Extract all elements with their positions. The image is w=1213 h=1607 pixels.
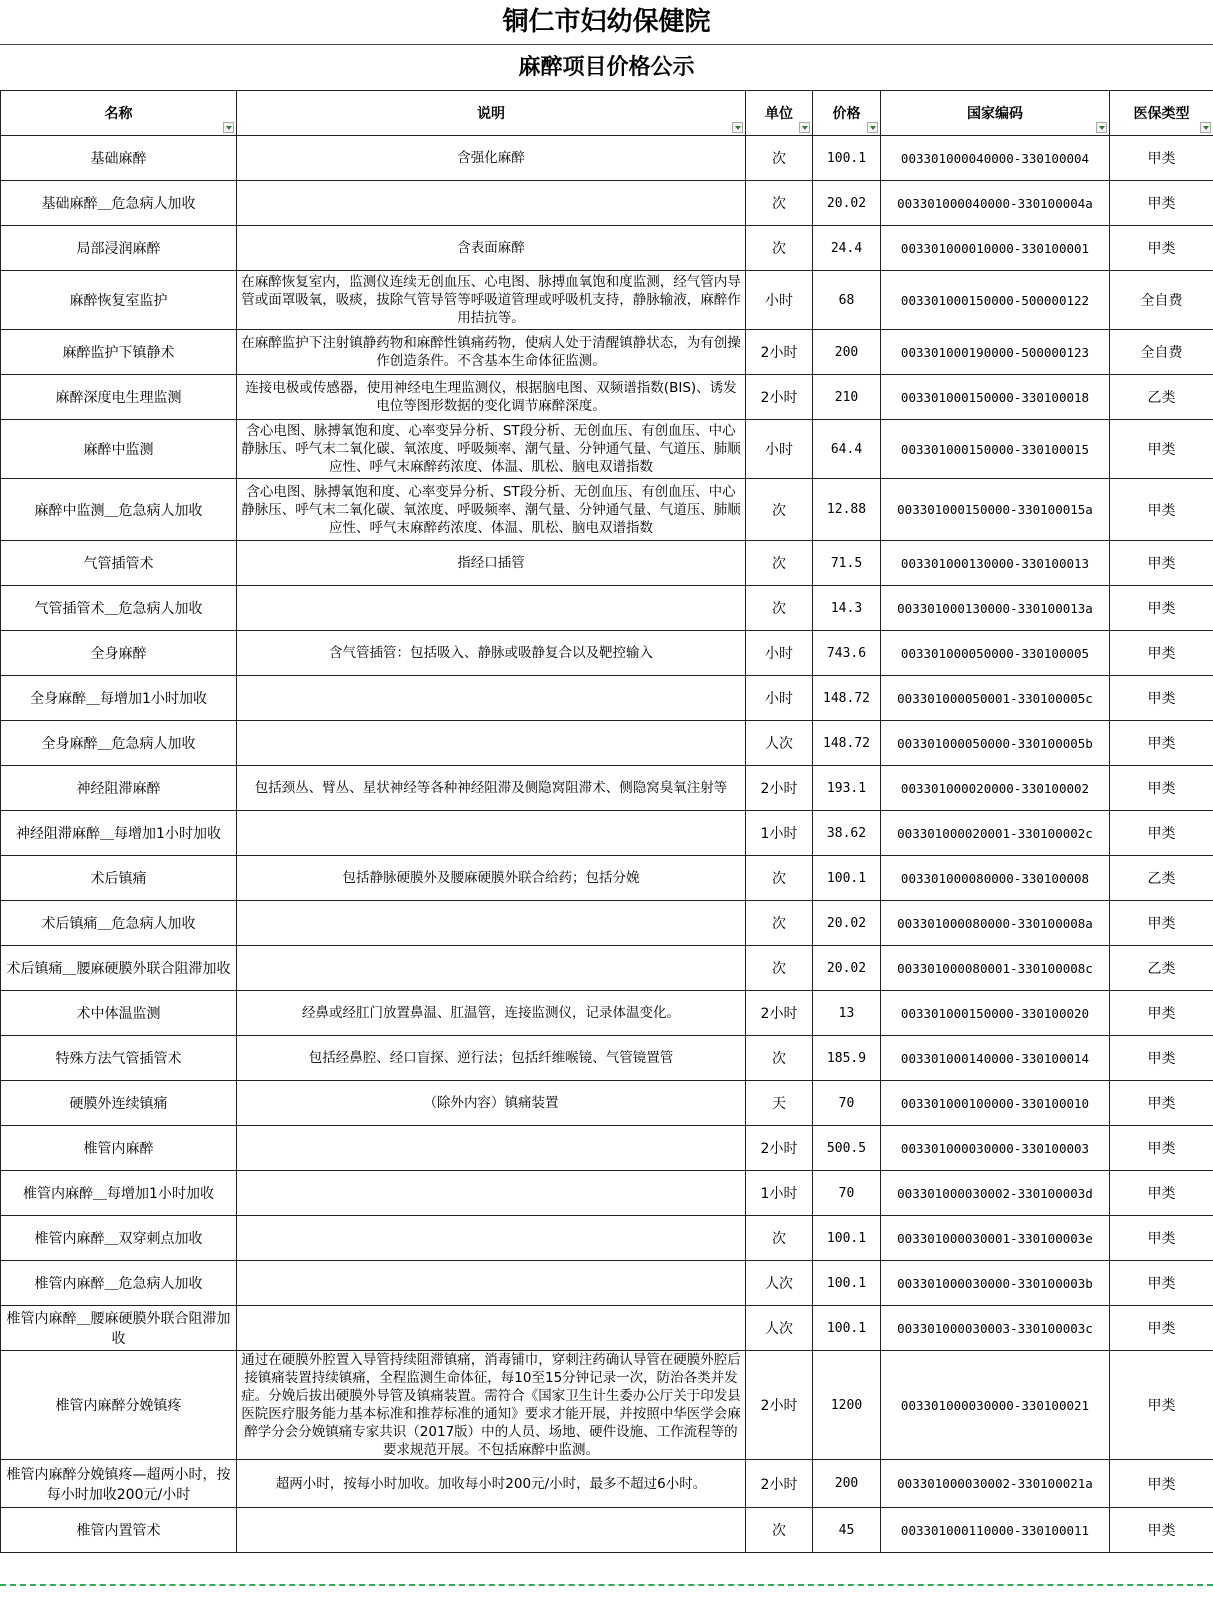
cell-national-code: 003301000080000-330100008 (881, 856, 1110, 901)
filter-dropdown-icon[interactable] (799, 122, 810, 133)
cell-insurance-type: 乙类 (1110, 375, 1213, 420)
cell-unit: 2小时 (746, 991, 813, 1036)
cell-unit: 小时 (746, 271, 813, 330)
cell-description: 超两小时，按每小时加收。加收每小时200元/小时，最多不超过6小时。 (237, 1460, 746, 1508)
cell-price: 68 (813, 271, 881, 330)
cell-unit: 人次 (746, 1261, 813, 1306)
cell-name: 椎管内置管术 (1, 1508, 237, 1553)
table-row (1, 946, 1213, 991)
table-row (1, 1081, 1213, 1126)
cell-insurance-type: 全自费 (1110, 330, 1213, 375)
cell-national-code: 003301000030000-330100003 (881, 1126, 1110, 1171)
page-subtitle: 麻醉项目价格公示 (518, 55, 695, 80)
cell-unit: 小时 (746, 631, 813, 676)
table-row (1, 1306, 1213, 1351)
cell-price: 743.6 (813, 631, 881, 676)
cell-national-code: 003301000050001-330100005c (881, 676, 1110, 721)
cell-description: 连接电极或传感器，使用神经电生理监测仪，根据脑电图、双频谱指数(BIS)、诱发电位等图形数据的变化调节麻醉深度。 (237, 375, 746, 420)
header-national-code: 国家编码 (881, 91, 1110, 136)
cell-unit: 次 (746, 856, 813, 901)
cell-unit: 2小时 (746, 375, 813, 420)
cell-description (237, 1171, 746, 1216)
cell-price: 14.3 (813, 586, 881, 631)
cell-name: 气管插管术 (1, 541, 237, 586)
header-unit: 单位 (746, 91, 813, 136)
cell-unit: 2小时 (746, 1126, 813, 1171)
header-price: 价格 (813, 91, 881, 136)
cell-national-code: 003301000080001-330100008c (881, 946, 1110, 991)
cell-description: 经鼻或经肛门放置鼻温、肛温管，连接监测仪，记录体温变化。 (237, 991, 746, 1036)
cell-name: 全身麻醉＿危急病人加收 (1, 721, 237, 766)
table-row (1, 375, 1213, 420)
table-row (1, 226, 1213, 271)
cell-name: 术后镇痛 (1, 856, 237, 901)
cell-insurance-type: 甲类 (1110, 1261, 1213, 1306)
cell-insurance-type: 甲类 (1110, 901, 1213, 946)
filter-dropdown-icon[interactable] (1096, 122, 1107, 133)
cell-unit: 次 (746, 1036, 813, 1081)
cell-unit: 人次 (746, 721, 813, 766)
cell-price: 24.4 (813, 226, 881, 271)
cell-name: 基础麻醉＿危急病人加收 (1, 181, 237, 226)
table-row (1, 766, 1213, 811)
cell-name: 术后镇痛＿腰麻硬膜外联合阻滞加收 (1, 946, 237, 991)
price-table (0, 90, 1213, 1553)
cell-insurance-type: 甲类 (1110, 541, 1213, 586)
cell-unit: 次 (746, 586, 813, 631)
cell-description: 含心电图、脉搏氧饱和度、心率变异分析、ST段分析、无创血压、有创血压、中心静脉压、呼气末二氧化碳、氧浓度、呼吸频率、潮气量、分钟通气量、气道压、肺顺应性、呼气末麻醉药浓度、体温、肌松、脑电双谱指数 (237, 420, 746, 479)
cell-national-code: 003301000030003-330100003c (881, 1306, 1110, 1351)
cell-insurance-type: 甲类 (1110, 1081, 1213, 1126)
cell-price: 193.1 (813, 766, 881, 811)
cell-price: 200 (813, 1460, 881, 1508)
cell-price: 500.5 (813, 1126, 881, 1171)
cell-insurance-type: 甲类 (1110, 586, 1213, 631)
cell-unit: 天 (746, 1081, 813, 1126)
cell-name: 麻醉恢复室监护 (1, 271, 237, 330)
cell-unit: 小时 (746, 420, 813, 479)
cell-national-code: 003301000030000-330100003b (881, 1261, 1110, 1306)
cell-national-code: 003301000110000-330100011 (881, 1508, 1110, 1553)
cell-price: 100.1 (813, 856, 881, 901)
cell-insurance-type: 甲类 (1110, 420, 1213, 479)
cell-unit: 次 (746, 226, 813, 271)
cell-name: 全身麻醉 (1, 631, 237, 676)
table-row (1, 1508, 1213, 1553)
cell-price: 64.4 (813, 420, 881, 479)
cell-insurance-type: 甲类 (1110, 991, 1213, 1036)
cell-description: 含心电图、脉搏氧饱和度、心率变异分析、ST段分析、无创血压、有创血压、中心静脉压、呼气末二氧化碳、氧浓度、呼吸频率、潮气量、分钟通气量、气道压、肺顺应性、呼气末麻醉药浓度、体温、肌松、脑电双谱指数 (237, 479, 746, 541)
cell-price: 20.02 (813, 901, 881, 946)
cell-name: 椎管内麻醉 (1, 1126, 237, 1171)
cell-name: 麻醉中监测＿危急病人加收 (1, 479, 237, 541)
header-insurance-type: 医保类型 (1110, 91, 1213, 136)
cell-insurance-type: 甲类 (1110, 1171, 1213, 1216)
table-row (1, 1216, 1213, 1261)
cell-unit: 次 (746, 541, 813, 586)
cell-unit: 2小时 (746, 1351, 813, 1460)
table-row (1, 721, 1213, 766)
cell-name: 硬膜外连续镇痛 (1, 1081, 237, 1126)
cell-price: 20.02 (813, 181, 881, 226)
cell-description: 含气管插管：包括吸入、静脉或吸静复合以及靶控输入 (237, 631, 746, 676)
cell-price: 100.1 (813, 1216, 881, 1261)
table-row (1, 271, 1213, 330)
cell-insurance-type: 甲类 (1110, 181, 1213, 226)
cell-insurance-type: 甲类 (1110, 721, 1213, 766)
cell-insurance-type: 甲类 (1110, 1216, 1213, 1261)
cell-name: 椎管内麻醉＿双穿刺点加收 (1, 1216, 237, 1261)
cell-name: 基础麻醉 (1, 136, 237, 181)
cell-name: 麻醉监护下镇静术 (1, 330, 237, 375)
cell-description (237, 901, 746, 946)
cell-name: 椎管内麻醉＿每增加1小时加收 (1, 1171, 237, 1216)
table-row (1, 1126, 1213, 1171)
cell-description: （除外内容）镇痛装置 (237, 1081, 746, 1126)
cell-price: 100.1 (813, 136, 881, 181)
cell-unit: 次 (746, 946, 813, 991)
cell-price: 13 (813, 991, 881, 1036)
cell-price: 70 (813, 1171, 881, 1216)
cell-description (237, 721, 746, 766)
cell-unit: 1小时 (746, 1171, 813, 1216)
cell-name: 术后镇痛＿危急病人加收 (1, 901, 237, 946)
cell-name: 椎管内麻醉分娩镇疼—超两小时，按每小时加收200元/小时 (1, 1460, 237, 1508)
header-name: 名称 (1, 91, 237, 136)
cell-national-code: 003301000050000-330100005 (881, 631, 1110, 676)
cell-name: 椎管内麻醉分娩镇疼 (1, 1351, 237, 1460)
cell-description: 包括经鼻腔、经口盲探、逆行法；包括纤维喉镜、气管镜置管 (237, 1036, 746, 1081)
cell-price: 38.62 (813, 811, 881, 856)
cell-insurance-type: 甲类 (1110, 811, 1213, 856)
cell-price: 200 (813, 330, 881, 375)
cell-price: 20.02 (813, 946, 881, 991)
table-row (1, 479, 1213, 541)
table-row (1, 136, 1213, 181)
cell-price: 210 (813, 375, 881, 420)
cell-national-code: 003301000030000-330100021 (881, 1351, 1110, 1460)
table-row (1, 1351, 1213, 1460)
cell-insurance-type: 甲类 (1110, 226, 1213, 271)
cell-name: 椎管内麻醉＿危急病人加收 (1, 1261, 237, 1306)
cell-insurance-type: 全自费 (1110, 271, 1213, 330)
cell-unit: 次 (746, 479, 813, 541)
cell-description: 包括颈丛、臂丛、星状神经等各种神经阻滞及侧隐窝阻滞术、侧隐窝臭氧注射等 (237, 766, 746, 811)
cell-name: 麻醉深度电生理监测 (1, 375, 237, 420)
cell-description (237, 586, 746, 631)
cell-national-code: 003301000040000-330100004 (881, 136, 1110, 181)
cell-name: 气管插管术＿危急病人加收 (1, 586, 237, 631)
cell-name: 术中体温监测 (1, 991, 237, 1036)
cell-national-code: 003301000030001-330100003e (881, 1216, 1110, 1261)
cell-insurance-type: 甲类 (1110, 766, 1213, 811)
cell-national-code: 003301000080000-330100008a (881, 901, 1110, 946)
cell-price: 100.1 (813, 1306, 881, 1351)
cell-unit: 小时 (746, 676, 813, 721)
cell-description: 包括静脉硬膜外及腰麻硬膜外联合给药；包括分娩 (237, 856, 746, 901)
cell-description (237, 1126, 746, 1171)
table-row (1, 1171, 1213, 1216)
cell-unit: 次 (746, 181, 813, 226)
cell-name: 局部浸润麻醉 (1, 226, 237, 271)
cell-insurance-type: 甲类 (1110, 1351, 1213, 1460)
filter-dropdown-icon[interactable] (1200, 122, 1211, 133)
cell-national-code: 003301000020000-330100002 (881, 766, 1110, 811)
cell-name: 神经阻滞麻醉＿每增加1小时加收 (1, 811, 237, 856)
cell-insurance-type: 甲类 (1110, 479, 1213, 541)
cell-description: 含强化麻醉 (237, 136, 746, 181)
cell-price: 71.5 (813, 541, 881, 586)
cell-unit: 次 (746, 901, 813, 946)
cell-price: 12.88 (813, 479, 881, 541)
cell-description (237, 1261, 746, 1306)
cell-unit: 次 (746, 136, 813, 181)
cell-unit: 人次 (746, 1306, 813, 1351)
cell-description: 指经口插管 (237, 541, 746, 586)
cell-insurance-type: 甲类 (1110, 631, 1213, 676)
cell-description (237, 1508, 746, 1553)
cell-national-code: 003301000150000-330100015a (881, 479, 1110, 541)
cell-description (237, 181, 746, 226)
cell-insurance-type: 甲类 (1110, 136, 1213, 181)
table-row (1, 586, 1213, 631)
cell-national-code: 003301000140000-330100014 (881, 1036, 1110, 1081)
cell-price: 148.72 (813, 676, 881, 721)
cell-national-code: 003301000130000-330100013 (881, 541, 1110, 586)
cell-unit: 次 (746, 1508, 813, 1553)
filter-dropdown-icon[interactable] (223, 122, 234, 133)
filter-dropdown-icon[interactable] (867, 122, 878, 133)
cell-description: 在麻醉恢复室内，监测仪连续无创血压、心电图、脉搏血氧饱和度监测，经气管内导管或面罩吸氧，吸痰，拔除气管导管等呼吸道管理或呼吸机支持，静脉输液，麻醉作用拮抗等。 (237, 271, 746, 330)
cell-unit: 次 (746, 1216, 813, 1261)
cell-insurance-type: 乙类 (1110, 946, 1213, 991)
cell-description: 含表面麻醉 (237, 226, 746, 271)
table-row (1, 811, 1213, 856)
hospital-title: 铜仁市妇幼保健院 (502, 7, 711, 37)
cell-price: 100.1 (813, 1261, 881, 1306)
table-row (1, 420, 1213, 479)
cell-national-code: 003301000190000-500000123 (881, 330, 1110, 375)
cell-insurance-type: 乙类 (1110, 856, 1213, 901)
cell-description (237, 1306, 746, 1351)
cell-national-code: 003301000150000-330100020 (881, 991, 1110, 1036)
table-row (1, 1460, 1213, 1508)
cell-national-code: 003301000050000-330100005b (881, 721, 1110, 766)
cell-description (237, 811, 746, 856)
table-row (1, 330, 1213, 375)
cell-description: 通过在硬膜外腔置入导管持续阻滞镇痛，消毒铺巾，穿刺注药确认导管在硬膜外腔后接镇痛装置持续镇痛，全程监测生命体征，每10至15分钟记录一次，防治各类并发症。分娩后拔出硬膜外导管及镇痛装置。需符合《国家卫生计生委办公厅关于印发县医院医疗服务能力基本标准和推荐标准的通知》要求才能开展，并按照中华医学会麻醉学分会分娩镇痛专家共识（2017版）中的人员、场地、硬件设施、工作流程等的要求规范开展。不包括麻醉中监测。 (237, 1351, 746, 1460)
cell-unit: 2小时 (746, 1460, 813, 1508)
cell-national-code: 003301000150000-330100018 (881, 375, 1110, 420)
cell-national-code: 003301000100000-330100010 (881, 1081, 1110, 1126)
cell-insurance-type: 甲类 (1110, 1036, 1213, 1081)
cell-name: 特殊方法气管插管术 (1, 1036, 237, 1081)
cell-description (237, 1216, 746, 1261)
cell-insurance-type: 甲类 (1110, 676, 1213, 721)
cell-insurance-type: 甲类 (1110, 1126, 1213, 1171)
cell-insurance-type: 甲类 (1110, 1508, 1213, 1553)
cell-insurance-type: 甲类 (1110, 1306, 1213, 1351)
cell-name: 神经阻滞麻醉 (1, 766, 237, 811)
table-row (1, 901, 1213, 946)
cell-national-code: 003301000030002-330100003d (881, 1171, 1110, 1216)
cell-unit: 2小时 (746, 330, 813, 375)
page-break-line (0, 1584, 1213, 1586)
cell-national-code: 003301000130000-330100013a (881, 586, 1110, 631)
table-row (1, 1261, 1213, 1306)
cell-national-code: 003301000020001-330100002c (881, 811, 1110, 856)
cell-price: 45 (813, 1508, 881, 1553)
cell-national-code: 003301000040000-330100004a (881, 181, 1110, 226)
cell-national-code: 003301000150000-500000122 (881, 271, 1110, 330)
header-description: 说明 (237, 91, 746, 136)
cell-price: 1200 (813, 1351, 881, 1460)
cell-name: 全身麻醉＿每增加1小时加收 (1, 676, 237, 721)
cell-national-code: 003301000010000-330100001 (881, 226, 1110, 271)
filter-dropdown-icon[interactable] (732, 122, 743, 133)
table-row (1, 631, 1213, 676)
cell-price: 185.9 (813, 1036, 881, 1081)
table-row (1, 181, 1213, 226)
table-row (1, 856, 1213, 901)
cell-description (237, 946, 746, 991)
table-row (1, 991, 1213, 1036)
cell-national-code: 003301000150000-330100015 (881, 420, 1110, 479)
cell-price: 148.72 (813, 721, 881, 766)
table-row (1, 541, 1213, 586)
cell-description (237, 676, 746, 721)
cell-name: 麻醉中监测 (1, 420, 237, 479)
table-row (1, 1036, 1213, 1081)
header-row (1, 91, 1213, 136)
cell-insurance-type: 甲类 (1110, 1460, 1213, 1508)
cell-name: 椎管内麻醉＿腰麻硬膜外联合阻滞加收 (1, 1306, 237, 1351)
cell-unit: 1小时 (746, 811, 813, 856)
cell-national-code: 003301000030002-330100021a (881, 1460, 1110, 1508)
cell-unit: 2小时 (746, 766, 813, 811)
cell-price: 70 (813, 1081, 881, 1126)
table-row (1, 676, 1213, 721)
cell-description: 在麻醉监护下注射镇静药物和麻醉性镇痛药物，使病人处于清醒镇静状态，为有创操作创造条件。不含基本生命体征监测。 (237, 330, 746, 375)
